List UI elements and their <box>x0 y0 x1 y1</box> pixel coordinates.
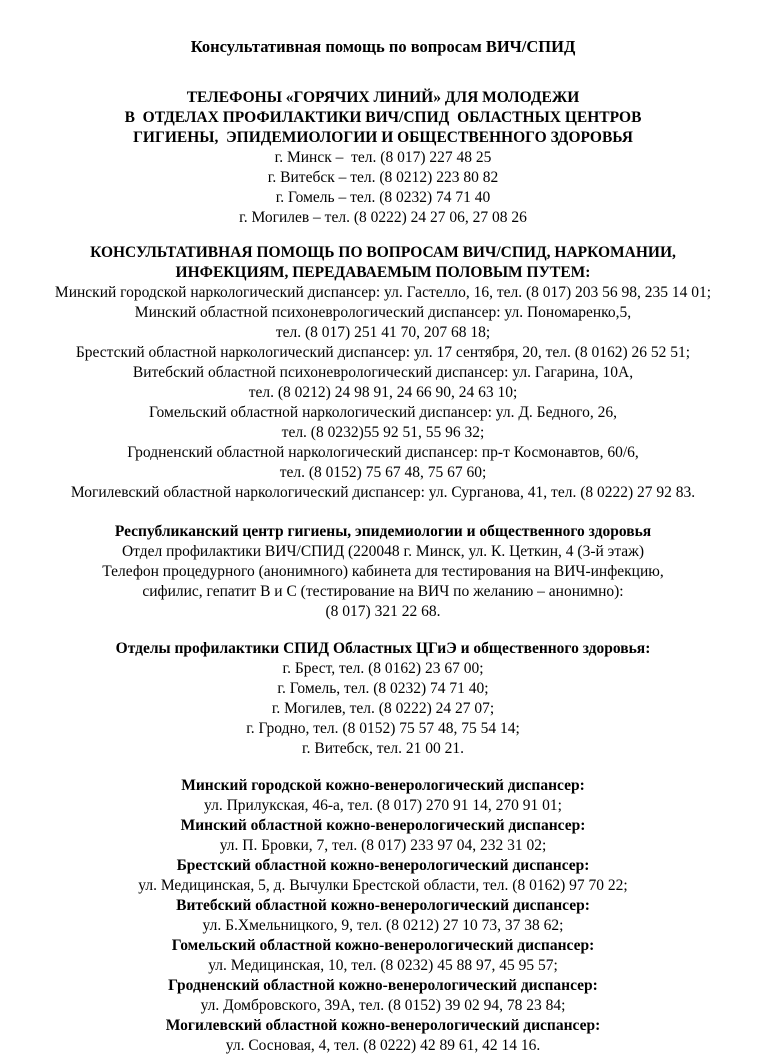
hotline-entry: г. Гомель – тел. (8 0232) 74 71 40 <box>275 189 491 206</box>
text-line: Минский городской наркологический диспансер: ул. Гастелло, 16, тел. (8 017) 203 56 98, 235 14 01; <box>54 284 712 301</box>
text-line: тел. (8 017) 251 41 70, 207 68 18; <box>275 324 491 341</box>
dispensary-name: Витебский областной кожно-венерологический диспансер: <box>176 897 590 914</box>
office-entry: г. Брест, тел. (8 0162) 23 67 00; <box>282 660 484 677</box>
office-entry: г. Гродно, тел. (8 0152) 75 57 48, 75 54 14; <box>246 720 520 737</box>
office-entry: г. Витебск, тел. 21 00 21. <box>302 740 464 757</box>
dispensary-name: Гродненский областной кожно-венерологический диспансер: <box>168 977 598 994</box>
section-heading-line: Республиканский центр гигиены, эпидемиологии и общественного здоровья <box>114 523 652 540</box>
dispensary-address: ул. Прилукская, 46-а, тел. (8 017) 270 91 14, 270 91 01; <box>204 797 562 814</box>
dispensary-address: ул. Б.Хмельницкого, 9, тел. (8 0212) 27 10 73, 37 38 62; <box>202 917 564 934</box>
dispensary-address: ул. Медицинская, 5, д. Вычулки Брестской области, тел. (8 0162) 97 70 22; <box>138 877 628 894</box>
section-republican-center <box>22 522 744 622</box>
dispensary-address: ул. Медицинская, 10, тел. (8 0232) 45 88 97, 45 95 57; <box>208 957 558 974</box>
section-heading-line: Отделы профилактики СПИД Областных ЦГиЭ и общественного здоровья: <box>115 640 651 657</box>
section-heading-line: КОНСУЛЬТАТИВНАЯ ПОМОЩЬ ПО ВОПРОСАМ ВИЧ/СПИД, НАРКОМАНИИ, <box>90 244 676 261</box>
text-line: сифилис, гепатит В и С (тестирование на ВИЧ по желанию – анонимно): <box>142 583 624 600</box>
section-heading-line: В ОТДЕЛАХ ПРОФИЛАКТИКИ ВИЧ/СПИД ОБЛАСТНЫХ ЦЕНТРОВ <box>124 109 642 126</box>
section-aids-prevention-offices <box>22 639 744 759</box>
dispensary-name: Минский областной кожно-венерологический диспансер: <box>180 817 586 834</box>
text-line: Витебский областной психоневрологический диспансер: ул. Гагарина, 10А, <box>132 364 634 381</box>
text-line: Отдел профилактики ВИЧ/СПИД (220048 г. Минск, ул. К. Цеткин, 4 (3-й этаж) <box>121 543 645 560</box>
page-title: Консультативная помощь по вопросам ВИЧ/СПИД <box>190 37 576 56</box>
text-line: Могилевский областной наркологический диспансер: ул. Сурганова, 41, тел. (8 0222) 27 92 83. <box>70 484 696 501</box>
dispensary-name: Минский городской кожно-венерологический диспансер: <box>181 777 585 794</box>
section-heading-line: ГИГИЕНЫ, ЭПИДЕМИОЛОГИИ И ОБЩЕСТВЕННОГО ЗДОРОВЬЯ <box>133 129 633 146</box>
section-derm-dispensaries <box>22 776 744 1056</box>
text-line: тел. (8 0212) 24 98 91, 24 66 90, 24 63 10; <box>248 384 518 401</box>
text-line: Телефон процедурного (анонимного) кабинета для тестирования на ВИЧ-инфекцию, <box>102 563 664 580</box>
dispensary-name: Гомельский областной кожно-венерологический диспансер: <box>171 937 595 954</box>
section-consulting-help <box>22 243 744 503</box>
dispensary-address: ул. Сосновая, 4, тел. (8 0222) 42 89 61, 42 14 16. <box>225 1037 541 1054</box>
hotline-entry: г. Минск – тел. (8 017) 227 48 25 <box>274 149 492 166</box>
text-line: Гродненский областной наркологический диспансер: пр-т Космонавтов, 60/6, <box>127 444 639 461</box>
section-youth-hotlines <box>22 88 744 228</box>
text-line: Минский областной психоневрологический диспансер: ул. Пономаренко,5, <box>134 304 632 321</box>
dispensary-name: Могилевский областной кожно-венерологический диспансер: <box>165 1017 601 1034</box>
text-line: тел. (8 0152) 75 67 48, 75 67 60; <box>279 464 487 481</box>
dispensary-name: Брестский областной кожно-венерологический диспансер: <box>176 857 590 874</box>
hotline-entry: г. Витебск – тел. (8 0212) 223 80 82 <box>267 169 499 186</box>
text-line: Гомельский областной наркологический диспансер: ул. Д. Бедного, 26, <box>148 404 618 421</box>
office-entry: г. Могилев, тел. (8 0222) 24 27 07; <box>271 700 495 717</box>
text-line: тел. (8 0232)55 92 51, 55 96 32; <box>281 424 485 441</box>
section-heading-line: ИНФЕКЦИЯМ, ПЕРЕДАВАЕМЫМ ПОЛОВЫМ ПУТЕМ: <box>175 264 591 281</box>
dispensary-address: ул. Домбровского, 39А, тел. (8 0152) 39 02 94, 78 23 84; <box>200 997 566 1014</box>
hotline-entry: г. Могилев – тел. (8 0222) 24 27 06, 27 08 26 <box>239 209 527 226</box>
dispensary-address: ул. П. Бровки, 7, тел. (8 017) 233 97 04, 232 31 02; <box>219 837 547 854</box>
section-heading-line: ТЕЛЕФОНЫ «ГОРЯЧИХ ЛИНИЙ» ДЛЯ МОЛОДЕЖИ <box>186 89 580 106</box>
text-line: (8 017) 321 22 68. <box>325 603 441 620</box>
text-line: Брестский областной наркологический диспансер: ул. 17 сентября, 20, тел. (8 0162) 26 52 51; <box>75 344 691 361</box>
office-entry: г. Гомель, тел. (8 0232) 74 71 40; <box>277 680 489 697</box>
